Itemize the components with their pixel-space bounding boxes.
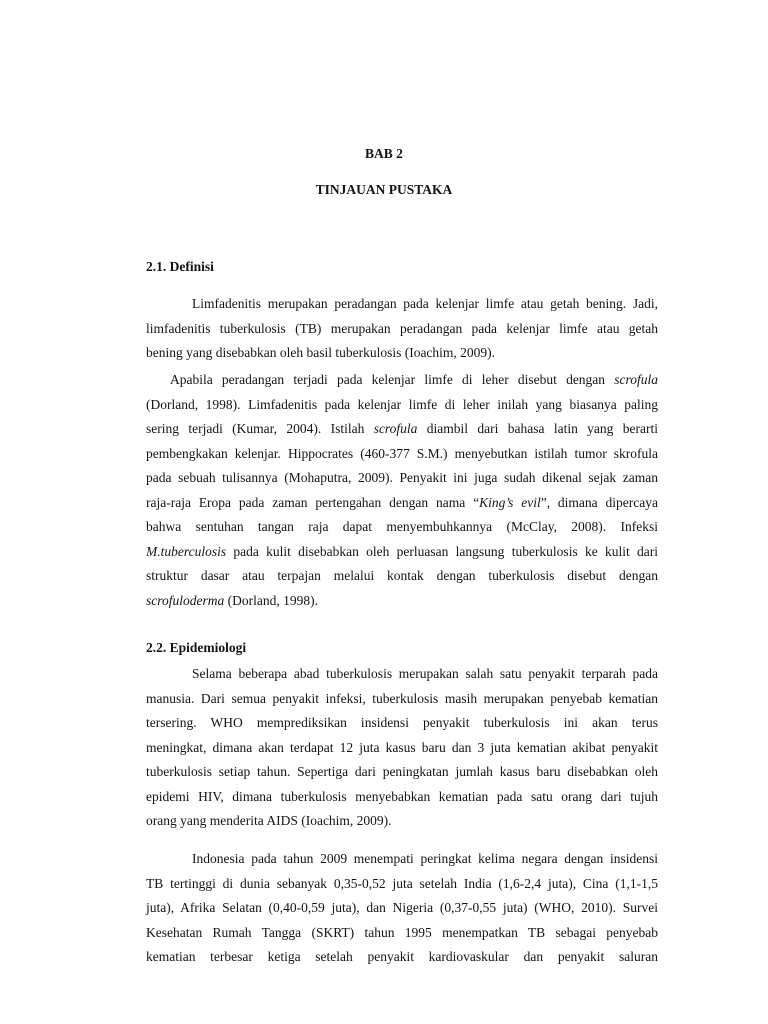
text-line: bening yang disebabkan oleh basil tuberkulosis (Ioachim, 2009). (146, 345, 496, 360)
italic-term: King’s evil (479, 494, 541, 510)
text-line: tuberkulosis setiap tahun. Sepertiga dari peningkatan jumlah kasus baru disebabkan oleh (146, 764, 658, 779)
text-line: (Dorland, 1998). Limfadenitis pada kelenjar limfe di leher inilah yang biasanya paling (146, 396, 658, 412)
text-line: Indonesia pada tahun 2009 menempati peringkat kelima negara dengan insidensi (192, 851, 658, 866)
paragraph-definisi-1 (146, 292, 658, 366)
paragraph-definisi-2 (146, 368, 658, 613)
italic-term: scrofula (373, 421, 418, 436)
text-line: Limfadenitis merupakan peradangan pada kelenjar limfe atau getah bening. Jadi, (192, 296, 658, 311)
chapter-title: TINJAUAN PUSTAKA (315, 182, 453, 197)
text-line: Apabila peradangan terjadi pada kelenjar limfe di leher disebut dengan scrofula (170, 372, 658, 387)
chapter-label: BAB 2 (365, 146, 403, 161)
text-line: pembengkakan kelenjar. Hippocrates (460-377 S.M.) menyebutkan istilah tumor skrofula (146, 445, 658, 461)
text-line: M.tuberculosis pada kulit disebabkan oleh perluasan langsung tuberkulosis ke kulit dari (146, 543, 658, 559)
italic-term: M.tuberculosis (146, 543, 227, 559)
text-line: scrofuloderma (Dorland, 1998). (146, 592, 318, 608)
section-heading-epidemiologi: 2.2. Epidemiologi (146, 640, 247, 655)
text-line: meningkat, dimana akan terdapat 12 juta kasus baru dan 3 juta kematian akibat penyakit (146, 739, 658, 755)
italic-term: scrofula (614, 372, 658, 387)
text-line: Selama beberapa abad tuberkulosis merupakan salah satu penyakit terparah pada (192, 666, 658, 681)
text-line: TB tertinggi di dunia sebanyak 0,35-0,52 juta setelah India (1,6-2,4 juta), Cina (1,1-1,5 (146, 875, 658, 891)
text-line: epidemi HIV, dimana tuberkulosis menyebabkan kematian pada satu orang dari tujuh (146, 788, 658, 804)
text-line: sering terjadi (Kumar, 2004). Istilah scrofula diambil dari bahasa latin yang berarti (146, 421, 658, 436)
text-line: raja-raja Eropa pada zaman pertengahan dengan nama “King’s evil”, dimana dipercaya (146, 494, 658, 510)
text-line: juta), Afrika Selatan (0,40-0,59 juta), dan Nigeria (0,37-0,55 juta) (WHO, 2010). Survei (146, 900, 658, 915)
text-line: limfadenitis tuberkulosis (TB) merupakan peradangan pada kelenjar limfe atau getah (146, 320, 658, 336)
text-line: pada sebuah tulisannya (Mohaputra, 2009). Penyakit ini juga sudah dikenal sejak zaman (146, 470, 658, 485)
text-line: struktur dasar atau terpajan melalui kontak dengan tuberkulosis disebut dengan (146, 568, 658, 583)
text-line: Kesehatan Rumah Tangga (SKRT) tahun 1995 menempatkan TB sebagai penyebab (146, 924, 658, 940)
text-line: bahwa sentuhan tangan raja dapat menyembuhkannya (McClay, 2008). Infeksi (146, 519, 658, 534)
text-line: manusia. Dari semua penyakit infeksi, tuberkulosis masih merupakan penyebab kematian (146, 690, 658, 706)
paragraph-epidemiologi-2 (146, 847, 658, 970)
text-line: kematian terbesar ketiga setelah penyakit kardiovaskular dan penyakit saluran (146, 949, 658, 964)
text-line: tersering. WHO memprediksikan insidensi penyakit tuberkulosis ini akan terus (146, 715, 658, 730)
section-heading-definisi: 2.1. Definisi (146, 259, 214, 274)
paragraph-epidemiologi-1 (146, 662, 658, 834)
italic-term: scrofuloderma (146, 592, 225, 608)
text-line: orang yang menderita AIDS (Ioachim, 2009). (146, 813, 392, 828)
